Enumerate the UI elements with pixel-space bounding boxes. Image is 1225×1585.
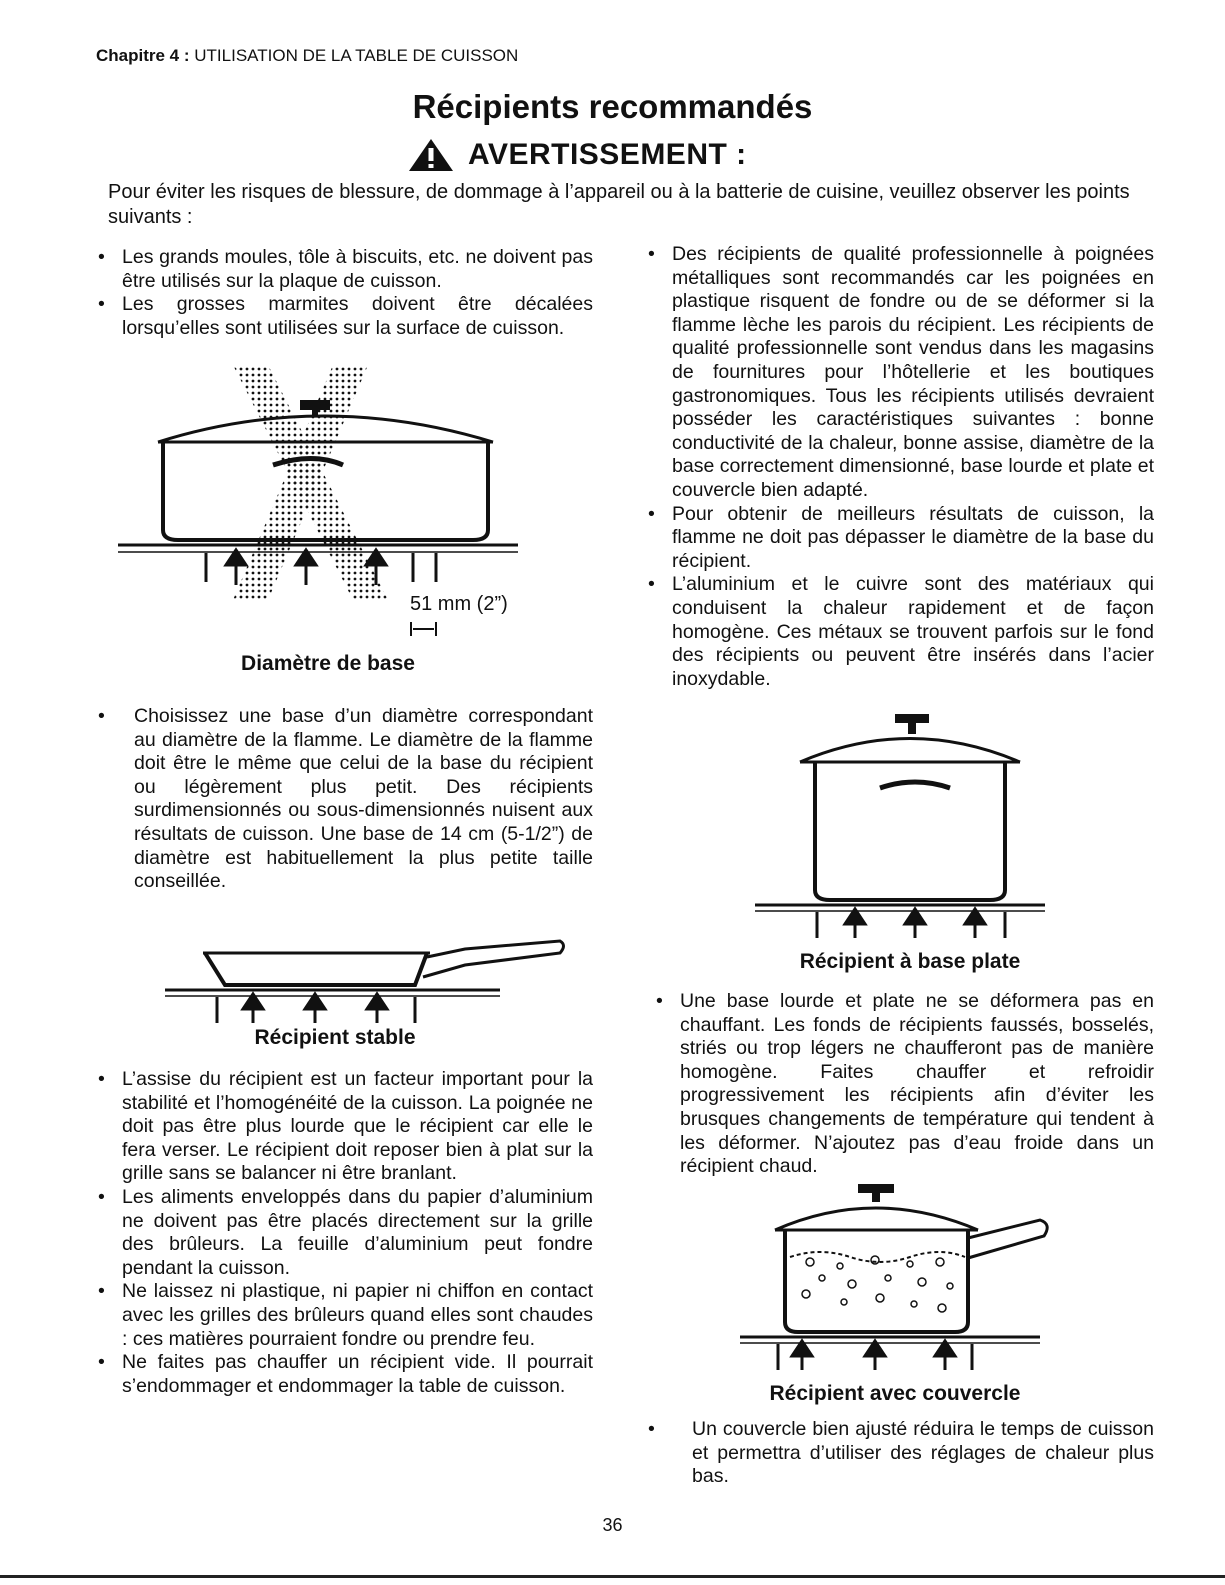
list-item: • Un couvercle bien ajusté réduira le temps de cuisson et permettra d’utiliser des réglages de chaleur plus bas.: [648, 1418, 1154, 1488]
caption-with-lid: Récipient avec couvercle: [769, 1382, 1021, 1405]
caption-flat-base: Récipient à base plate: [799, 950, 1021, 973]
left-bullets-mid: [98, 705, 593, 894]
figure-pot-with-lid: [740, 1182, 1070, 1382]
right-bullets-bottom: [648, 1418, 1154, 1489]
left-bullets-bottom: [98, 1068, 593, 1398]
list-item: • Ne faites pas chauffer un récipient vide. Il pourrait s’endommager et endommager la table de cuisson.: [98, 1351, 593, 1397]
caption-stable: Récipient stable: [254, 1026, 416, 1049]
list-item: • Des récipients de qualité professionnelle à poignées métalliques sont recommandés car les poignées en plastique risquent de fondre ou de se déformer si la flamme lèche les parois du récipient. Les récipients de qualité professionnelle sont vendus dans les magasins de fournitures pour l’hôtellerie et les boutiques gastronomiques. Tous les récipients utilisés devraient posséder les caractéristiques suivantes : bonne conductivité de la chaleur, bonne assise, diamètre de la base correctement dimensionné, base lourde et plate et couvercle bien adapté.: [648, 243, 1154, 501]
warning-label: AVERTISSEMENT :: [468, 138, 747, 171]
list-item: • L’aluminium et le cuivre sont des matériaux qui conduisent la chaleur rapidement et de façon homogène. Ces métaux se trouvent parfois sur le fond des récipients ou peuvent être insérés dans l’acier inoxydable.: [648, 573, 1154, 690]
right-bullets-top: [648, 243, 1154, 691]
right-bullets-mid: [656, 990, 1154, 1179]
figure-flat-base-pot: [755, 710, 1055, 950]
chapter-header: [96, 46, 518, 66]
list-item: • Choisissez une base d’un diamètre correspondant au diamètre de la flamme. Le diamètre de la flamme doit être le même que celui de la base du récipient ou légèrement plus petit. Des récipients surdimensionnés ou sous-dimensionnés nuisent aux résultats de cuisson. Une base de 14 cm (5-1/2”) de diamètre est habituellement la plus petite taille conseillée.: [98, 705, 593, 893]
warning-heading: [408, 138, 747, 172]
intro-text: Pour éviter les risques de blessure, de dommage à l’appareil ou à la batterie de cuisine, veuillez observer les points suivants :: [108, 181, 1130, 228]
dimension-label: 51 mm (2”): [410, 593, 508, 615]
page-title: Récipients recommandés: [412, 88, 813, 125]
left-bullets-top: [98, 246, 593, 340]
list-item: • Une base lourde et plate ne se déformera pas en chauffant. Les fonds de récipients faussés, bosselés, striés ou trop légers ne chaufferont pas de manière homogène. Faites chauffer et refroidir progressivement les récipients afin d’éviter les brusques changements de température qui tendent à les déformer. N’ajoutez pas d’eau froide dans un récipient chaud.: [656, 990, 1154, 1178]
bottom-rule: [0, 1575, 1225, 1578]
figure-stable-pan: [165, 935, 575, 1025]
list-item: • Ne laissez ni plastique, ni papier ni chiffon en contact avec les grilles des brûleurs quand elles sont chaudes : ces matières pourraient fondre ou prendre feu.: [98, 1280, 593, 1350]
list-item: • Les aliments enveloppés dans du papier d’aluminium ne doivent pas être placés directement sur la grille des brûleurs. La feuille d’aluminium peut fondre pendant la cuisson.: [98, 1185, 593, 1279]
list-item: • Les grands moules, tôle à biscuits, etc. ne doivent pas être utilisés sur la plaque de cuisson.: [98, 246, 593, 292]
list-item: • Pour obtenir de meilleurs résultats de cuisson, la flamme ne doit pas dépasser le diamètre de la base du récipient.: [648, 502, 1154, 572]
page-number: 36: [602, 1515, 623, 1535]
list-item: • Les grosses marmites doivent être décalées lorsqu’elles sont utilisées sur la surface de cuisson.: [98, 293, 593, 339]
list-item: • L’assise du récipient est un facteur important pour la stabilité et l’homogénéité de la cuisson. La poignée ne doit pas être plus lourde que le récipient car elle le fera verser. Le récipient doit reposer bien à plat sur la grille sans se balancer ni être branlant.: [98, 1068, 593, 1185]
caption-base-diameter: Diamètre de base: [241, 652, 415, 675]
chapter-label: Chapitre 4 :: [96, 46, 190, 65]
chapter-title: UTILISATION DE LA TABLE DE CUISSON: [194, 46, 519, 65]
warning-triangle-icon: [408, 138, 454, 172]
